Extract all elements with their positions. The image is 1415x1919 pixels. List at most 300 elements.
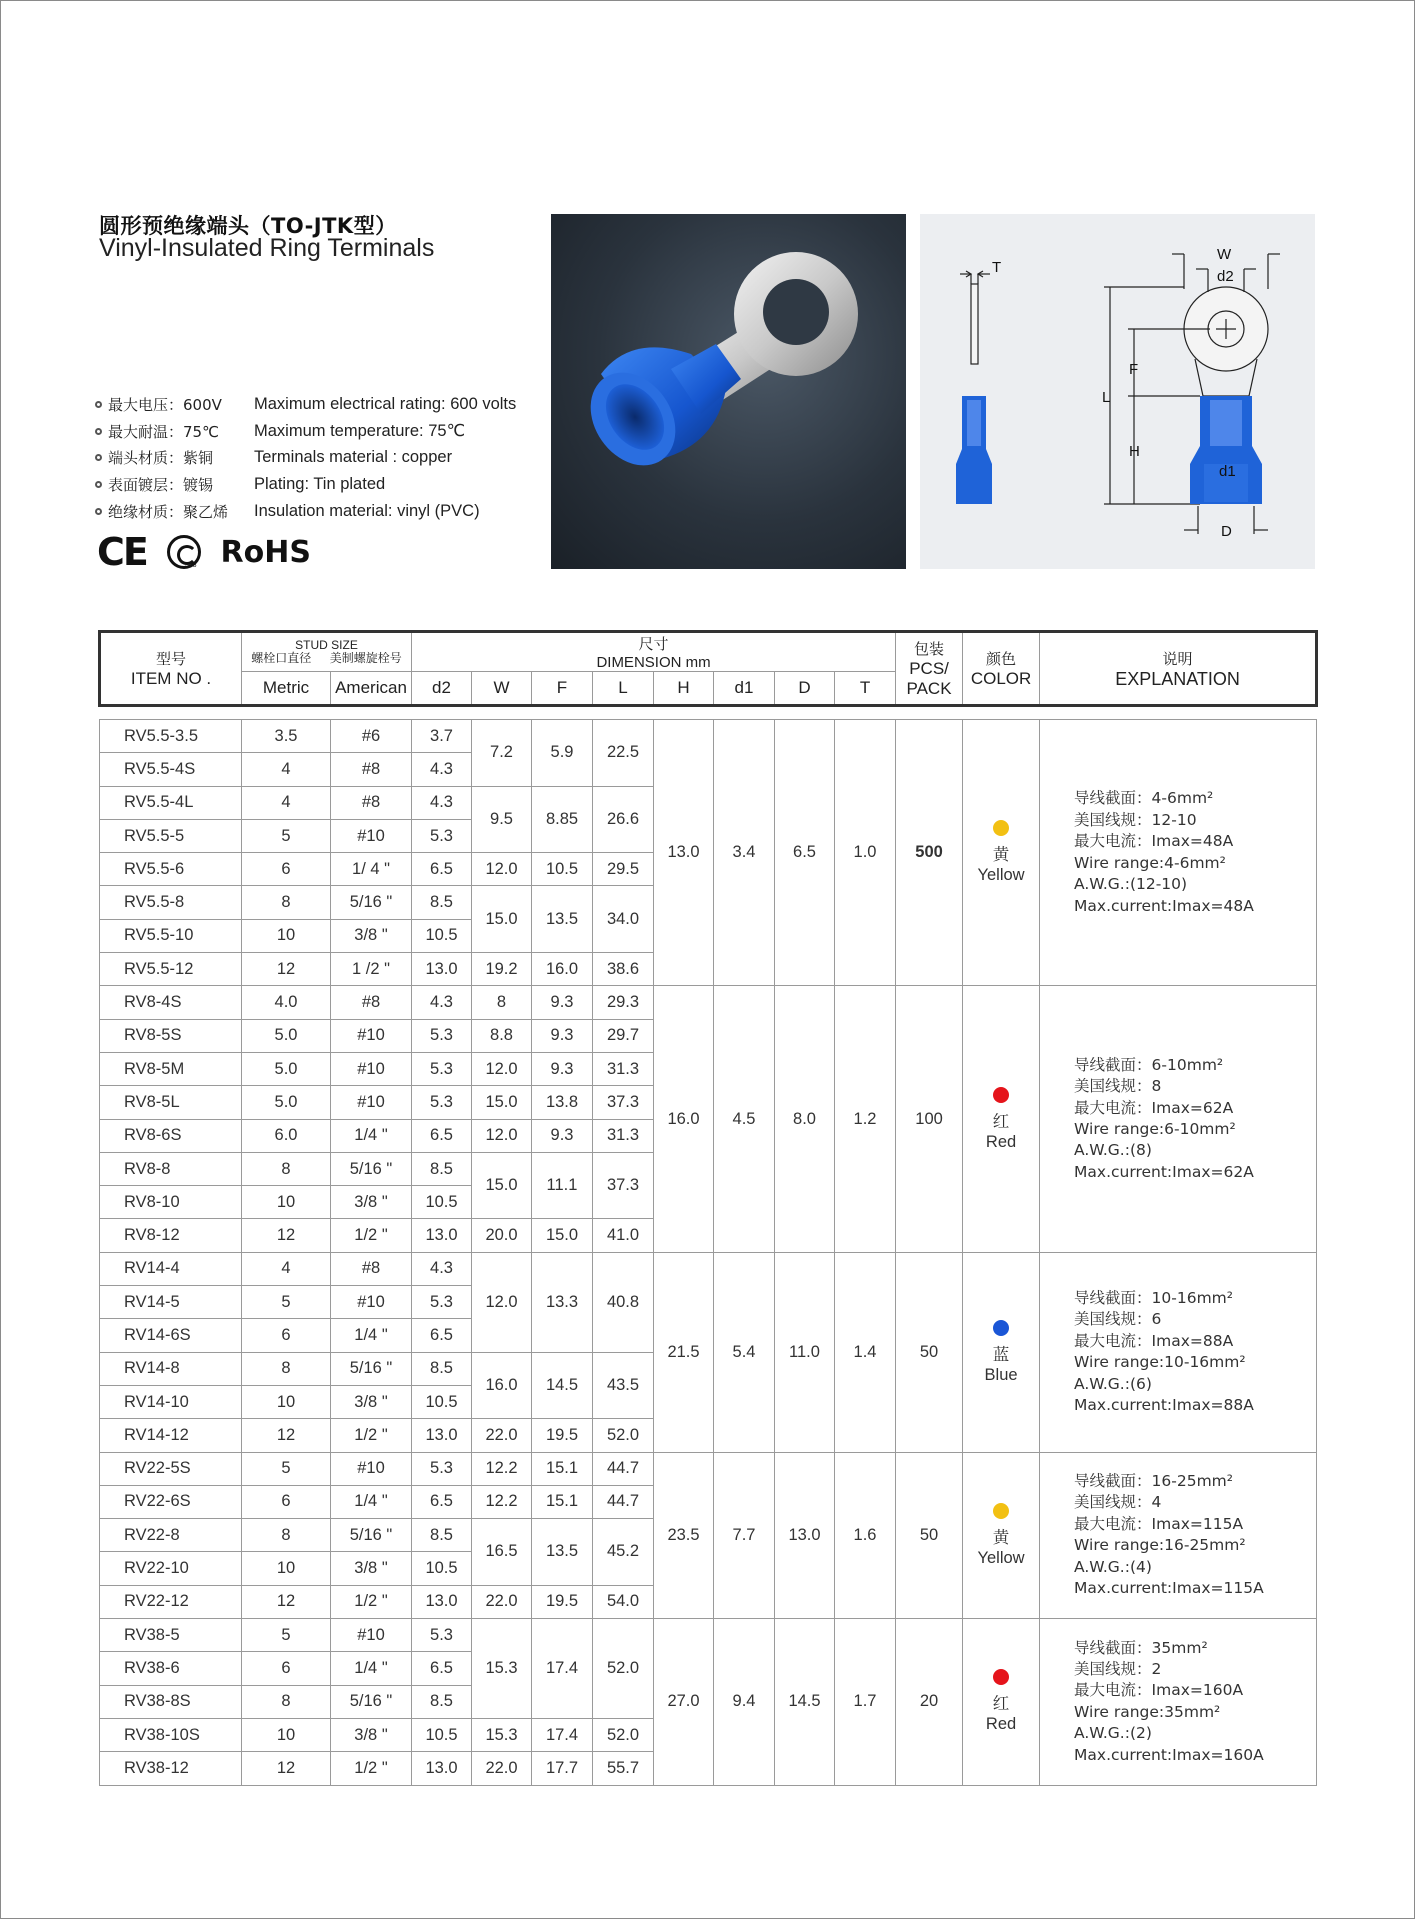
cell-item-no: RV8-8 (100, 1152, 242, 1185)
spec-en: Maximum temperature: 75℃ (254, 422, 466, 440)
dim-label-d1: d1 (1219, 463, 1236, 480)
cell-item-no: RV8-5M (100, 1052, 242, 1085)
certification-logos (97, 530, 311, 574)
cell-F: 13.3 (532, 1252, 593, 1352)
cell-american: 1/2 " (331, 1419, 412, 1452)
explanation-line: 最大电流：Imax=48A (1074, 832, 1234, 851)
cell-item-no: RV8-5S (100, 1019, 242, 1052)
explanation-line: 最大电流：Imax=115A (1074, 1514, 1244, 1533)
cell-metric: 6 (242, 853, 331, 886)
cell-american: 3/8 " (331, 1186, 412, 1219)
cell-L: 43.5 (593, 1352, 654, 1419)
explanation-line: Wire range:35mm² (1074, 1702, 1221, 1721)
bullet-icon (95, 481, 102, 488)
cell-item-no: RV14-12 (100, 1419, 242, 1452)
cell-metric: 12 (242, 1752, 331, 1785)
cell-pack: 500 (896, 720, 963, 986)
explanation-line: 导线截面：35mm² (1074, 1638, 1208, 1657)
spec-en: Plating: Tin plated (254, 474, 386, 493)
cell-explanation (1040, 1252, 1317, 1452)
cell-L: 52.0 (593, 1718, 654, 1751)
cell-W: 12.0 (472, 1052, 532, 1085)
header-dimension (412, 632, 896, 672)
cell-W: 9.5 (472, 786, 532, 853)
table-row (100, 720, 1317, 753)
color-cn: 黄 (992, 1527, 1010, 1547)
cell-W: 15.3 (472, 1718, 532, 1751)
header-stud-metric-cn: 螺栓口直径 (251, 651, 312, 665)
cell-F: 16.0 (532, 953, 593, 986)
cell-color (963, 986, 1040, 1252)
cell-W: 15.0 (472, 1086, 532, 1119)
cell-metric: 5.0 (242, 1019, 331, 1052)
cell-item-no: RV5.5-3.5 (100, 720, 242, 753)
cell-W: 19.2 (472, 953, 532, 986)
product-photo (551, 214, 906, 569)
color-en: Yellow (977, 1548, 1025, 1567)
cell-item-no: RV14-8 (100, 1352, 242, 1385)
cell-american: #8 (331, 753, 412, 786)
cell-L: 52.0 (593, 1419, 654, 1452)
cell-F: 17.4 (532, 1619, 593, 1719)
cell-F: 10.5 (532, 853, 593, 886)
cell-item-no: RV22-6S (100, 1485, 242, 1518)
cell-D: 13.0 (775, 1452, 835, 1618)
cell-american: #8 (331, 786, 412, 819)
cell-d2: 5.3 (412, 1286, 472, 1319)
cell-american: 3/8 " (331, 1385, 412, 1418)
color-en: Red (985, 1132, 1017, 1151)
cell-d2: 5.3 (412, 1019, 472, 1052)
cell-color (963, 1619, 1040, 1785)
cell-W: 22.0 (472, 1419, 532, 1452)
cell-L: 29.7 (593, 1019, 654, 1052)
explanation-line: A.W.G.:(4) (1074, 1557, 1152, 1576)
dim-label-T: T (992, 259, 1002, 276)
header-expl-cn: 说明 (1162, 649, 1193, 668)
cell-d2: 5.3 (412, 1086, 472, 1119)
cell-d2: 10.5 (412, 919, 472, 952)
header-dim-cn: 尺寸 (638, 635, 669, 653)
explanation-line: Max.current:Imax=88A (1074, 1395, 1254, 1414)
cell-american: 1/2 " (331, 1752, 412, 1785)
dimension-diagram (920, 214, 1315, 569)
cell-metric: 5 (242, 1452, 331, 1485)
spec-row (95, 419, 465, 443)
cell-L: 37.3 (593, 1152, 654, 1219)
cell-item-no: RV14-10 (100, 1385, 242, 1418)
cell-F: 13.5 (532, 1519, 593, 1586)
cell-american: #8 (331, 1252, 412, 1285)
cell-metric: 5.0 (242, 1086, 331, 1119)
cell-W: 22.0 (472, 1585, 532, 1618)
cell-W: 12.0 (472, 1252, 532, 1352)
cell-item-no: RV22-5S (100, 1452, 242, 1485)
cell-F: 11.1 (532, 1152, 593, 1219)
table-row (100, 1252, 1317, 1285)
cell-L: 29.5 (593, 853, 654, 886)
spec-cn: 最大耐温：75℃ (108, 422, 219, 441)
cell-L: 52.0 (593, 1619, 654, 1719)
explanation-line: Max.current:Imax=160A (1074, 1745, 1264, 1764)
cell-F: 14.5 (532, 1352, 593, 1419)
spec-en: Insulation material: vinyl (PVC) (254, 501, 480, 520)
cell-item-no: RV14-4 (100, 1252, 242, 1285)
header-H: H (654, 672, 714, 706)
cell-metric: 8 (242, 1519, 331, 1552)
cell-item-no: RV8-6S (100, 1119, 242, 1152)
cell-metric: 12 (242, 1419, 331, 1452)
cell-F: 17.4 (532, 1718, 593, 1751)
spec-row (95, 472, 385, 496)
cell-T: 1.4 (835, 1252, 896, 1452)
color-cn: 蓝 (992, 1344, 1010, 1364)
cell-F: 9.3 (532, 1019, 593, 1052)
cell-F: 8.85 (532, 786, 593, 853)
cell-metric: 6 (242, 1485, 331, 1518)
cell-explanation (1040, 986, 1317, 1252)
dim-label-H: H (1129, 443, 1140, 460)
cell-d2: 8.5 (412, 886, 472, 919)
cell-d2: 13.0 (412, 1219, 472, 1252)
cell-d2: 5.3 (412, 1452, 472, 1485)
cell-metric: 8 (242, 1352, 331, 1385)
cell-L: 34.0 (593, 886, 654, 953)
cell-item-no: RV5.5-4S (100, 753, 242, 786)
header-pack-cn: 包装 (914, 640, 945, 658)
explanation-line: Max.current:Imax=48A (1074, 896, 1254, 915)
cell-H: 16.0 (654, 986, 714, 1252)
cell-L: 29.3 (593, 986, 654, 1019)
explanation-line: 导线截面：4-6mm² (1074, 789, 1214, 808)
cell-d2: 10.5 (412, 1186, 472, 1219)
cell-american: #10 (331, 1086, 412, 1119)
bullet-icon (95, 454, 102, 461)
cell-d2: 13.0 (412, 1419, 472, 1452)
header-item-cn: 型号 (155, 650, 186, 668)
cell-american: 1/4 " (331, 1319, 412, 1352)
cell-F: 19.5 (532, 1585, 593, 1618)
header-L: L (593, 672, 654, 706)
spec-cn: 端头材质：紫铜 (108, 448, 214, 467)
cell-american: 1/4 " (331, 1485, 412, 1518)
cell-d2: 10.5 (412, 1718, 472, 1751)
cell-H: 13.0 (654, 720, 714, 986)
cell-L: 55.7 (593, 1752, 654, 1785)
header-dim-en: DIMENSION mm (596, 654, 711, 671)
spec-cn: 绝缘材质：聚乙烯 (108, 502, 229, 521)
dim-label-D: D (1221, 523, 1232, 540)
cell-american: #10 (331, 1286, 412, 1319)
header-W: W (472, 672, 532, 706)
cell-d2: 8.5 (412, 1685, 472, 1718)
explanation-line: A.W.G.:(8) (1074, 1141, 1152, 1160)
cell-L: 22.5 (593, 720, 654, 787)
explanation-line: 导线截面：16-25mm² (1074, 1472, 1233, 1491)
cell-american: #10 (331, 1452, 412, 1485)
cell-F: 17.7 (532, 1752, 593, 1785)
cell-item-no: RV5.5-6 (100, 853, 242, 886)
color-en: Blue (984, 1365, 1018, 1384)
bullet-icon (95, 428, 102, 435)
cell-metric: 10 (242, 1552, 331, 1585)
spec-row (95, 445, 452, 469)
cell-item-no: RV5.5-10 (100, 919, 242, 952)
cell-metric: 6 (242, 1652, 331, 1685)
color-dot-icon (993, 1669, 1009, 1685)
cell-d2: 6.5 (412, 1652, 472, 1685)
header-metric: Metric (242, 672, 331, 706)
cell-american: #10 (331, 1052, 412, 1085)
cell-W: 12.0 (472, 853, 532, 886)
cell-american: 3/8 " (331, 1718, 412, 1751)
cell-d2: 5.3 (412, 819, 472, 852)
cell-item-no: RV38-12 (100, 1752, 242, 1785)
cell-L: 40.8 (593, 1252, 654, 1352)
cell-american: 1/2 " (331, 1585, 412, 1618)
cell-american: #8 (331, 986, 412, 1019)
cell-L: 41.0 (593, 1219, 654, 1252)
cell-metric: 10 (242, 1718, 331, 1751)
header-color-cn: 颜色 (986, 650, 1017, 668)
cell-d2: 13.0 (412, 1585, 472, 1618)
explanation-line: 导线截面：10-16mm² (1074, 1288, 1233, 1307)
cell-american: #6 (331, 720, 412, 753)
cell-F: 19.5 (532, 1419, 593, 1452)
cell-T: 1.2 (835, 986, 896, 1252)
cell-F: 13.5 (532, 886, 593, 953)
cell-d2: 5.3 (412, 1619, 472, 1652)
cell-d2: 6.5 (412, 853, 472, 886)
cell-d2: 13.0 (412, 1752, 472, 1785)
table-row (100, 986, 1317, 1019)
cell-W: 12.0 (472, 1119, 532, 1152)
color-dot-icon (993, 1503, 1009, 1519)
ring-terminal-image (551, 214, 906, 569)
cell-d1: 7.7 (714, 1452, 775, 1618)
header-color (963, 632, 1040, 706)
cell-L: 37.3 (593, 1086, 654, 1119)
cell-H: 23.5 (654, 1452, 714, 1618)
color-en: Red (985, 1715, 1017, 1734)
spec-cn: 最大电压：600V (108, 395, 222, 414)
explanation-line: Wire range:6-10mm² (1074, 1120, 1236, 1139)
header-stud-american-cn: 美制螺旋栓号 (329, 651, 402, 665)
cell-d1: 3.4 (714, 720, 775, 986)
header-explanation (1040, 632, 1317, 706)
color-cn: 红 (992, 1111, 1010, 1131)
cell-d2: 10.5 (412, 1552, 472, 1585)
cell-metric: 8 (242, 1152, 331, 1185)
cell-item-no: RV5.5-4L (100, 786, 242, 819)
cell-L: 54.0 (593, 1585, 654, 1618)
cell-pack: 100 (896, 986, 963, 1252)
cell-D: 8.0 (775, 986, 835, 1252)
explanation-line: 最大电流：Imax=62A (1074, 1098, 1234, 1117)
explanation-line: A.W.G.:(6) (1074, 1374, 1152, 1393)
ccc-sub-label: 503 (184, 561, 197, 569)
cell-metric: 5 (242, 1619, 331, 1652)
cell-metric: 5 (242, 1286, 331, 1319)
dim-label-W: W (1217, 246, 1232, 263)
cell-d2: 4.3 (412, 986, 472, 1019)
cell-metric: 8 (242, 886, 331, 919)
cell-d2: 5.3 (412, 1052, 472, 1085)
cell-pack: 50 (896, 1452, 963, 1618)
explanation-line: Max.current:Imax=115A (1074, 1579, 1264, 1598)
cell-F: 5.9 (532, 720, 593, 787)
header-F: F (532, 672, 593, 706)
cell-metric: 10 (242, 919, 331, 952)
cell-F: 15.0 (532, 1219, 593, 1252)
cell-pack: 20 (896, 1619, 963, 1785)
cell-L: 45.2 (593, 1519, 654, 1586)
header-T: T (835, 672, 896, 706)
cell-american: 5/16 " (331, 1519, 412, 1552)
cell-W: 16.5 (472, 1519, 532, 1586)
cell-item-no: RV5.5-5 (100, 819, 242, 852)
cell-d2: 10.5 (412, 1385, 472, 1418)
header-stud-size (242, 632, 412, 672)
cell-W: 15.0 (472, 1152, 532, 1219)
cell-american: #10 (331, 1019, 412, 1052)
color-cn: 红 (992, 1694, 1010, 1714)
cell-explanation (1040, 1452, 1317, 1618)
cell-F: 15.1 (532, 1485, 593, 1518)
explanation-line: Wire range:16-25mm² (1074, 1536, 1246, 1555)
explanation-line: 美国线规：6 (1074, 1310, 1162, 1329)
cell-item-no: RV8-5L (100, 1086, 242, 1119)
cell-W: 16.0 (472, 1352, 532, 1419)
table-header (100, 632, 1317, 706)
spec-row (95, 499, 480, 523)
cell-L: 31.3 (593, 1119, 654, 1152)
cell-D: 11.0 (775, 1252, 835, 1452)
cell-american: 1/4 " (331, 1119, 412, 1152)
bullet-icon (95, 508, 102, 515)
explanation-line: 美国线规：4 (1074, 1493, 1162, 1512)
cell-d1: 4.5 (714, 986, 775, 1252)
cell-item-no: RV22-10 (100, 1552, 242, 1585)
cell-item-no: RV5.5-12 (100, 953, 242, 986)
cell-american: #10 (331, 819, 412, 852)
cell-metric: 12 (242, 953, 331, 986)
explanation-line: 美国线规：8 (1074, 1077, 1162, 1096)
header-color-en: COLOR (970, 669, 1032, 688)
cell-metric: 8 (242, 1685, 331, 1718)
bullet-icon (95, 401, 102, 408)
cell-d2: 6.5 (412, 1485, 472, 1518)
cell-item-no: RV8-12 (100, 1219, 242, 1252)
color-dot-icon (993, 1320, 1009, 1336)
cell-item-no: RV38-6 (100, 1652, 242, 1685)
cell-metric: 5 (242, 819, 331, 852)
cell-metric: 4 (242, 786, 331, 819)
explanation-line: Max.current:Imax=62A (1074, 1162, 1254, 1181)
insulation-sleeve (956, 396, 1262, 504)
dim-label-F: F (1129, 361, 1139, 378)
table-row (100, 1619, 1317, 1652)
explanation-line: A.W.G.:(2) (1074, 1724, 1152, 1743)
title-english: Vinyl-Insulated Ring Terminals (99, 234, 435, 262)
cell-metric: 6.0 (242, 1119, 331, 1152)
cell-W: 12.2 (472, 1452, 532, 1485)
spec-en: Terminals material : copper (254, 447, 453, 466)
cell-W: 12.2 (472, 1485, 532, 1518)
cell-color (963, 1252, 1040, 1452)
header-pack-en1: PCS/ (909, 659, 949, 678)
cell-F: 9.3 (532, 986, 593, 1019)
cell-metric: 6 (242, 1319, 331, 1352)
dimension-drawing (920, 214, 1315, 569)
cell-item-no: RV38-8S (100, 1685, 242, 1718)
cell-W: 15.3 (472, 1619, 532, 1719)
cell-T: 1.7 (835, 1619, 896, 1785)
cell-american: 1/4 " (331, 1652, 412, 1685)
header-d1: d1 (714, 672, 775, 706)
cell-W: 7.2 (472, 720, 532, 787)
cell-d1: 9.4 (714, 1619, 775, 1785)
cell-metric: 4.0 (242, 986, 331, 1019)
cell-color (963, 720, 1040, 986)
cell-d2: 6.5 (412, 1319, 472, 1352)
cell-metric: 10 (242, 1385, 331, 1418)
cell-item-no: RV8-10 (100, 1186, 242, 1219)
dim-label-d2: d2 (1217, 268, 1234, 285)
cell-item-no: RV22-8 (100, 1519, 242, 1552)
cell-item-no: RV14-6S (100, 1319, 242, 1352)
cell-W: 8.8 (472, 1019, 532, 1052)
header-D: D (775, 672, 835, 706)
table-body (100, 720, 1317, 1786)
cell-american: 1/2 " (331, 1219, 412, 1252)
cell-item-no: RV8-4S (100, 986, 242, 1019)
dim-label-L: L (1102, 389, 1111, 406)
cell-L: 44.7 (593, 1452, 654, 1485)
explanation-line: 美国线规：2 (1074, 1659, 1162, 1678)
header-item-en: ITEM NO . (130, 669, 212, 688)
cell-item-no: RV22-12 (100, 1585, 242, 1618)
cell-item-no: RV5.5-8 (100, 886, 242, 919)
explanation-line: 导线截面：6-10mm² (1074, 1055, 1224, 1074)
cell-L: 31.3 (593, 1052, 654, 1085)
cell-L: 38.6 (593, 953, 654, 986)
cell-T: 1.0 (835, 720, 896, 986)
cell-american: 5/16 " (331, 886, 412, 919)
header-expl-en: EXPLANATION (1115, 668, 1240, 689)
explanation-line: 最大电流：Imax=160A (1074, 1681, 1244, 1700)
cell-american: 1 /2 " (331, 953, 412, 986)
cell-d2: 4.3 (412, 786, 472, 819)
cell-F: 15.1 (532, 1452, 593, 1485)
cell-L: 44.7 (593, 1485, 654, 1518)
cell-d2: 8.5 (412, 1152, 472, 1185)
cell-d2: 8.5 (412, 1519, 472, 1552)
cell-american: 5/16 " (331, 1352, 412, 1385)
header-pack (896, 632, 963, 706)
cell-pack: 50 (896, 1252, 963, 1452)
spec-cn: 表面镀层：镀锡 (108, 475, 214, 494)
cell-F: 9.3 (532, 1052, 593, 1085)
cell-d1: 5.4 (714, 1252, 775, 1452)
cell-H: 27.0 (654, 1619, 714, 1785)
cell-american: #10 (331, 1619, 412, 1652)
color-en: Yellow (977, 866, 1025, 885)
cell-W: 8 (472, 986, 532, 1019)
cell-explanation (1040, 1619, 1317, 1785)
header-american: American (331, 672, 412, 706)
ce-mark-icon: CE (97, 530, 147, 574)
